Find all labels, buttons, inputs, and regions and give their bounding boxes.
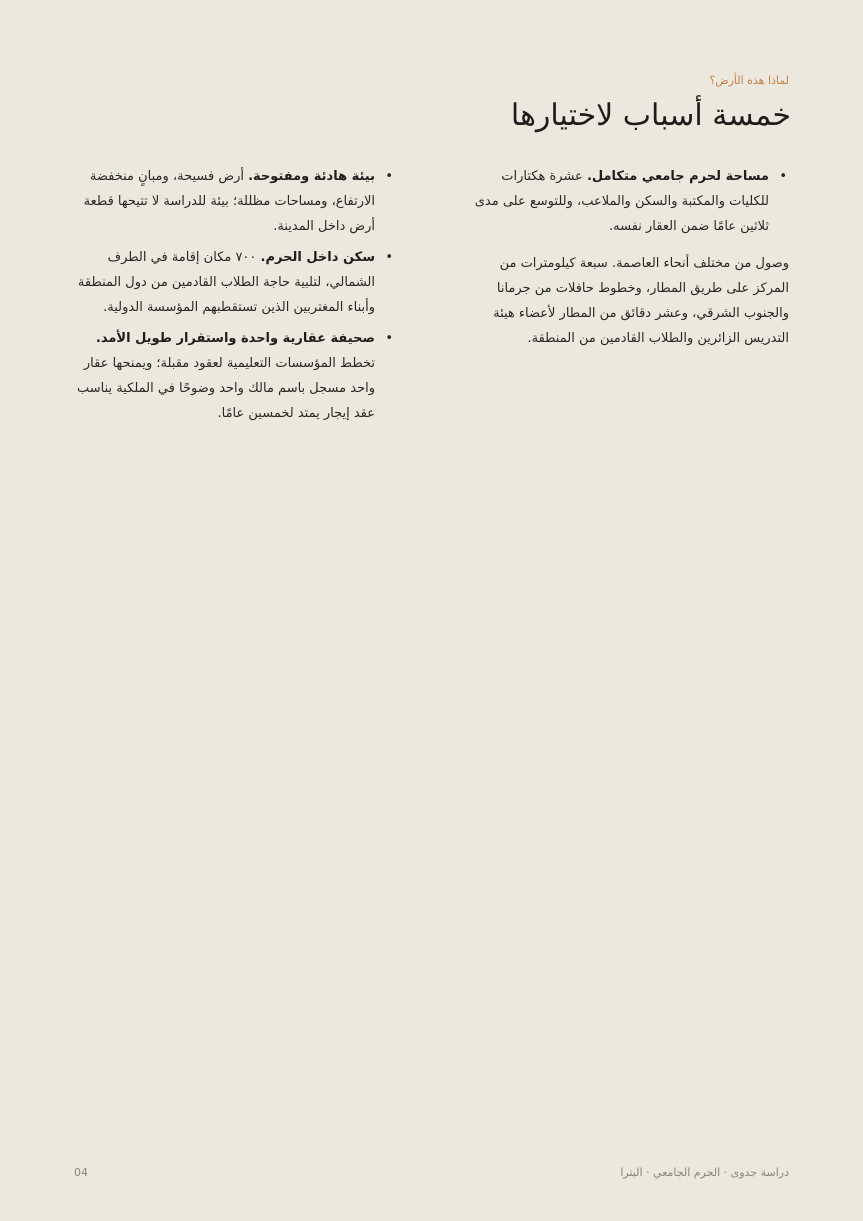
list-item-text: أرض فسيحة، ومبانٍ منخفضة الارتفاع، ومساحات مظللة؛ بيئة للدراسة لا تتيحها قطعة أرض داخل المدينة.	[83, 169, 375, 234]
list-item-text: تخطط المؤسسات التعليمية لعقود مقبلة؛ ويمنحها عقار واحد مسجل باسم مالك واحد وضوحًا في الملكية يناسب عقد إيجار يمتد لخمسين عامًا.	[76, 356, 375, 421]
left-column	[73, 164, 395, 432]
right-column	[471, 164, 789, 351]
list-item-heading: مساحة لحرم جامعي متكامل.	[586, 169, 769, 184]
list-item	[471, 164, 789, 239]
footer-caption: دراسة جدوى · الحرم الجامعي · اليترا	[620, 1166, 789, 1179]
list-item	[73, 326, 395, 426]
list-item	[73, 164, 395, 239]
bullet-icon: •	[385, 250, 393, 265]
list-item-text: عشرة هكتارات للكليات والمكتبة والسكن والملاعب، وللتوسع على مدى ثلاثين عامًا ضمن العقار نفسه.	[474, 169, 769, 234]
bullet-icon: •	[779, 169, 787, 184]
list-item-heading: بيئة هادئة ومفتوحة.	[248, 169, 375, 184]
section-eyebrow: لماذا هذه الأرض؟	[709, 74, 789, 87]
bullet-icon: •	[385, 169, 393, 184]
bullet-icon: •	[385, 331, 393, 346]
list-item-text: ٧٠٠ مكان إقامة في الطرف الشمالي، لتلبية حاجة الطلاب القادمين من دول المنطقة وأبناء المغتربين الذين تستقطبهم المؤسسة الدولية.	[77, 250, 375, 315]
list-item	[73, 245, 395, 320]
body-paragraph: وصول من مختلف أنحاء العاصمة. سبعة كيلومترات من المركز على طريق المطار، وخطوط حافلات من جرمانا والجنوب الشرقي، وعشر دقائق من المطار لأعضاء هيئة التدريس الزائرين والطلاب القادمين من المنطقة.	[493, 256, 789, 346]
list-item-heading: سكن داخل الحرم.	[260, 250, 375, 265]
list-item-heading: صحيفة عقارية واحدة واستقرار طويل الأمد.	[95, 331, 375, 346]
page-title: خمسة أسباب لاختيارها	[510, 98, 791, 133]
page-number: 04	[74, 1166, 88, 1179]
left-bullet-list	[73, 164, 395, 426]
right-bullet-list	[471, 164, 789, 239]
